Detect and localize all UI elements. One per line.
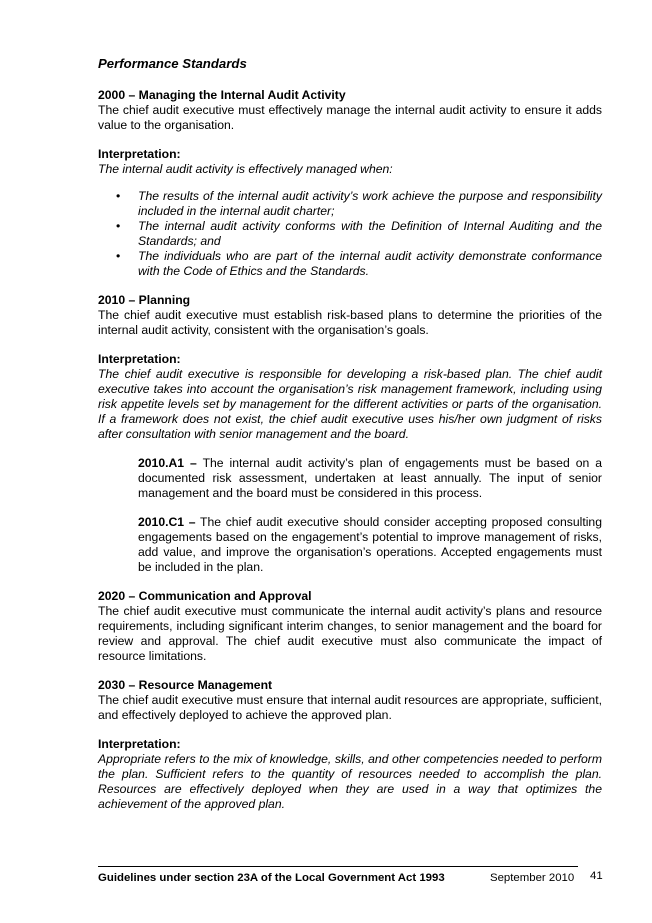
section-2010-heading: 2010 – Planning [98,293,191,307]
document-body [98,56,602,812]
section-2010-body: The chief audit executive must establish risk-based plans to determine the priorities of the internal audit activity, consistent with the organisation’s goals. [98,308,602,337]
section-2000-heading: 2000 – Managing the Internal Audit Activity [98,88,346,102]
page-number: 41 [590,870,603,882]
bullet-icon: • [116,249,121,263]
section-2030-interpretation-label: Interpretation: [98,737,181,751]
bullet-icon: • [116,219,121,233]
standard-2010-a1: 2010.A1 – The internal audit activity’s plan of engagements must be based on a documented risk assessment, undertaken at least annually. The input of senior management and the board must be considered in this process. [138,456,602,500]
section-2000-interpretation-intro: The internal audit activity is effectively managed when: [98,162,393,176]
page-title: Performance Standards [98,56,247,71]
list-item: • The internal audit activity conforms with the Definition of Internal Auditing and the Standards; and [116,219,602,248]
standard-2010-c1: 2010.C1 – The chief audit executive should consider accepting proposed consulting engagements based on the engagement’s potential to improve management of risks, add value, and improve the organisation’s operations. Accepted engagements must be included in the plan. [138,515,602,574]
section-2020-body: The chief audit executive must communicate the internal audit activity’s plans and resource requirements, including significant interim changes, to senior management and the board for review and approval. The chief audit executive must also communicate the impact of resource limitations. [98,604,602,663]
footer-divider [98,866,578,867]
list-item: • The individuals who are part of the internal audit activity demonstrate conformance with the Code of Ethics and the Standards. [116,249,602,278]
section-2000-bullet-list [98,189,602,279]
list-item: • The results of the internal audit activity’s work achieve the purpose and responsibility included in the internal audit charter; [116,189,602,218]
footer-date: September 2010 [490,872,575,884]
section-2010-interpretation: The chief audit executive is responsible for developing a risk-based plan. The chief audit executive takes into account the organisation’s risk management framework, including using risk appetite levels set by management for the different activities or parts of the organisation. If a framework does not exist, the chief audit executive uses his/her own judgment of risks after consultation with senior management and the board. [98,367,602,441]
section-2030-heading: 2030 – Resource Management [98,678,273,692]
bullet-icon: • [116,189,121,203]
section-2010-interpretation-label: Interpretation: [98,352,181,366]
section-2030-body: The chief audit executive must ensure that internal audit resources are appropriate, sufficient, and effectively deployed to achieve the approved plan. [98,693,602,722]
section-2030-interpretation: Appropriate refers to the mix of knowledge, skills, and other competencies needed to perform the plan. Sufficient refers to the quantity of resources needed to accomplish the plan. Resources are effectively deployed when they are used in a way that optimizes the achievement of the approved plan. [98,752,602,811]
section-2020-heading: 2020 – Communication and Approval [98,589,312,603]
footer-document-title: Guidelines under section 23A of the Local Government Act 1993 [98,872,445,884]
section-2000-interpretation-label: Interpretation: [98,147,181,161]
section-2000-body: The chief audit executive must effectively manage the internal audit activity to ensure it adds value to the organisation. [98,103,602,132]
